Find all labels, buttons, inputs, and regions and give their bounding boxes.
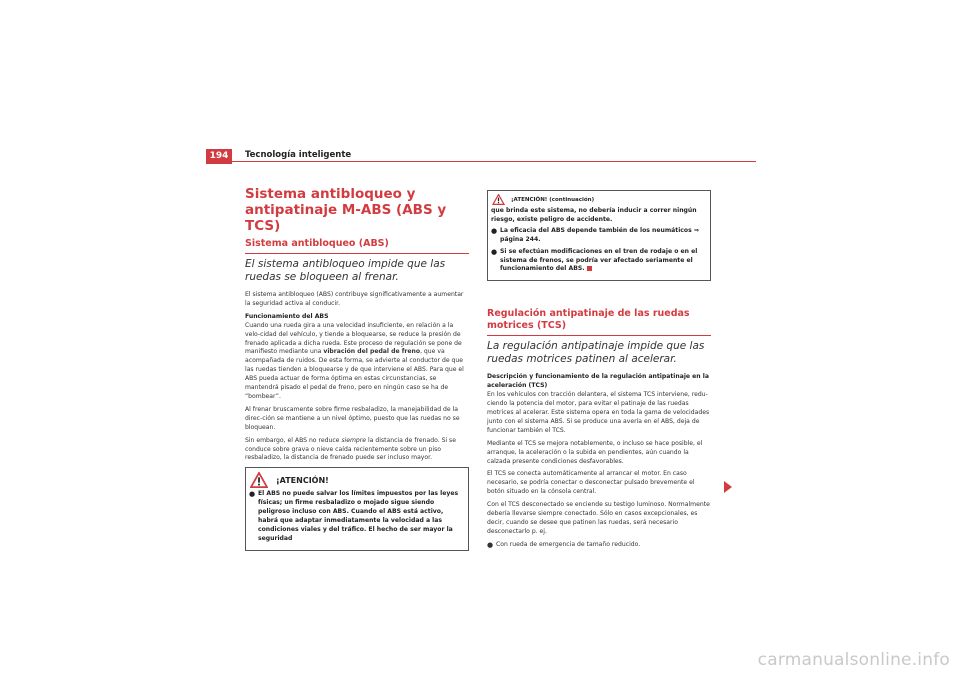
paragraph-text: Sin embargo, el ABS no reduce xyxy=(245,436,342,444)
bold-term: vibración del pedal de freno xyxy=(323,348,421,356)
paragraph-tcs-3: El TCS se conecta automáticamente al arrancar el motor. En caso necesario, se podría conectar o desconectar pulsado brevemente el botón situado en la cónsola central. xyxy=(487,470,695,496)
list-item-text: Con rueda de emergencia de tamaño reducido. xyxy=(496,540,641,548)
bullet-icon: ● xyxy=(487,540,494,549)
warning-body xyxy=(246,490,468,549)
warning-header xyxy=(246,468,468,490)
paragraph-braking-distance xyxy=(245,437,469,464)
arrow-icon: ⇒ xyxy=(693,226,699,234)
warning-continued-title: ¡ATENCIÓN! (continuación) xyxy=(511,196,595,203)
header-divider xyxy=(232,161,756,162)
warning-bullet xyxy=(249,490,465,543)
warning-continued-body xyxy=(488,207,710,280)
section-divider xyxy=(487,335,711,336)
watermark: carmanualsonline.info xyxy=(757,650,950,670)
emphasis-term: siempre xyxy=(341,436,367,444)
right-column xyxy=(487,190,711,553)
continue-arrow-icon xyxy=(724,481,732,493)
warning-triangle-icon xyxy=(250,472,268,488)
paragraph-tcs-2: Mediante el TCS se mejora notablemente, o incluso se hace posible, el arranque, la aceleración o la subida en pendientes, aún cuando la calzada presente condiciones desfavorables. xyxy=(487,439,703,465)
warning-continued-text: que brinda este sistema, no debería inducir a correr ningún riesgo, existe peligro de accidente. xyxy=(491,207,697,223)
warning-box xyxy=(245,467,469,550)
bullet-icon: ● xyxy=(249,490,256,499)
paragraph-tcs-4: Con el TCS desconectado se enciende su testigo luminoso. Normalmente debería llevarse siempre conectado. Sólo en casos excepcionales, es decir, cuando se desee que patinen las ruedas, será necesario desconectarlo p. ej. xyxy=(487,501,710,535)
section-heading-abs: Sistema antibloqueo (ABS) xyxy=(245,238,389,249)
subheading-abs-function: Funcionamiento del ABS xyxy=(245,312,329,320)
list-item xyxy=(487,541,711,550)
paragraph-text: Cuando una rueda gira a una velocidad insuficiente, en relación a la velo-cidad del vehículo, y tiende a bloquearse, se reduce la presión de frenado aplicada a dicha rueda. Este proceso de regulación se pone de manifiesto mediante una xyxy=(245,321,462,356)
warning-triangle-icon xyxy=(492,194,505,205)
bullet-icon: ● xyxy=(491,226,498,235)
header-title: Tecnología inteligente xyxy=(245,150,352,160)
section-heading-tcs: Regulación antipatinaje de las ruedas motrices (TCS) xyxy=(487,308,690,332)
page-number: 194 xyxy=(209,151,229,161)
warning-bullet-suspension xyxy=(491,248,707,275)
warning-bullet-tyres xyxy=(491,227,707,245)
warning-bullet-tyres-text xyxy=(500,227,707,245)
paragraph-text: la distancia de frenado. Si se conduce sobre grava o nieve caída recientemente sobre un piso resbaladizo, la distancia de frenado puede ser incluso mayor. xyxy=(245,436,456,462)
paragraph-text: , que va acompañada de ruidos. De esta forma, se advierte al conductor de que las ruedas tienden a bloquearse y de que interviene el ABS. Para que el ABS pueda actuar de forma óptima en estas circunstancias, se mantendrá pisado el pedal de freno, pero en ningún caso se ha de “bombear”. xyxy=(245,348,464,400)
bullet-text: Si se efectúan modificaciones en el tren de rodaje o en el sistema de frenos, se podría ver afectado seriamente el funcionamiento del ABS. xyxy=(500,247,698,273)
warning-bullet-suspension-text xyxy=(500,248,707,275)
intro-paragraph: El sistema antibloqueo (ABS) contribuye significativamente a aumentar la seguridad activa al conducir. xyxy=(245,291,464,307)
left-column xyxy=(245,186,469,551)
warning-continued-header xyxy=(488,191,710,207)
lead-text-tcs: La regulación antipatinaje impide que las ruedas motrices patinen al acelerar. xyxy=(487,340,705,366)
warning-title: ¡ATENCIÓN! xyxy=(276,475,329,485)
paragraph-abs-function xyxy=(245,322,469,402)
section-divider xyxy=(245,253,469,254)
warning-bullet-text: El ABS no puede salvar los límites impuestos por las leyes físicas; un firme resbaladizo o mojado sigue siendo peligroso incluso con ABS. Cuando el ABS está activo, habrá que adaptar inmediatamente la velocidad a las condiciones viales y del tráfico. El hecho de ser mayor la seguridad xyxy=(258,490,459,542)
page-reference-link[interactable]: página 244. xyxy=(500,235,541,243)
bullet-icon: ● xyxy=(491,247,498,256)
subheading-tcs-description: Descripción y funcionamiento de la regulación antipatinaje en la aceleración (TCS) xyxy=(487,373,709,390)
lead-text-abs: El sistema antibloqueo impide que las ruedas se bloqueen al frenar. xyxy=(245,258,446,283)
end-marker-icon xyxy=(587,266,592,271)
main-title: Sistema antibloqueo y antipatinaje M-ABS (ABS y TCS) xyxy=(245,186,447,234)
warning-continued-box xyxy=(487,190,711,281)
bullet-text: La eficacia del ABS depende también de los neumáticos xyxy=(500,226,694,234)
paragraph-steering: Al frenar bruscamente sobre firme resbaladizo, la manejabilidad de la direc-ción se mantiene a un nivel óptimo, puesto que las ruedas no se bloquean. xyxy=(245,405,460,431)
paragraph-tcs-1: En los vehículos con tracción delantera, el sistema TCS interviene, redu-ciendo la potencia del motor, para evitar el patinaje de las ruedas motrices al acelerar. Este sistema opera en toda la gama de velocidades junto con el sistema ABS. Si se produce una avería en el ABS, deja de funcionar también el TCS. xyxy=(487,391,710,434)
